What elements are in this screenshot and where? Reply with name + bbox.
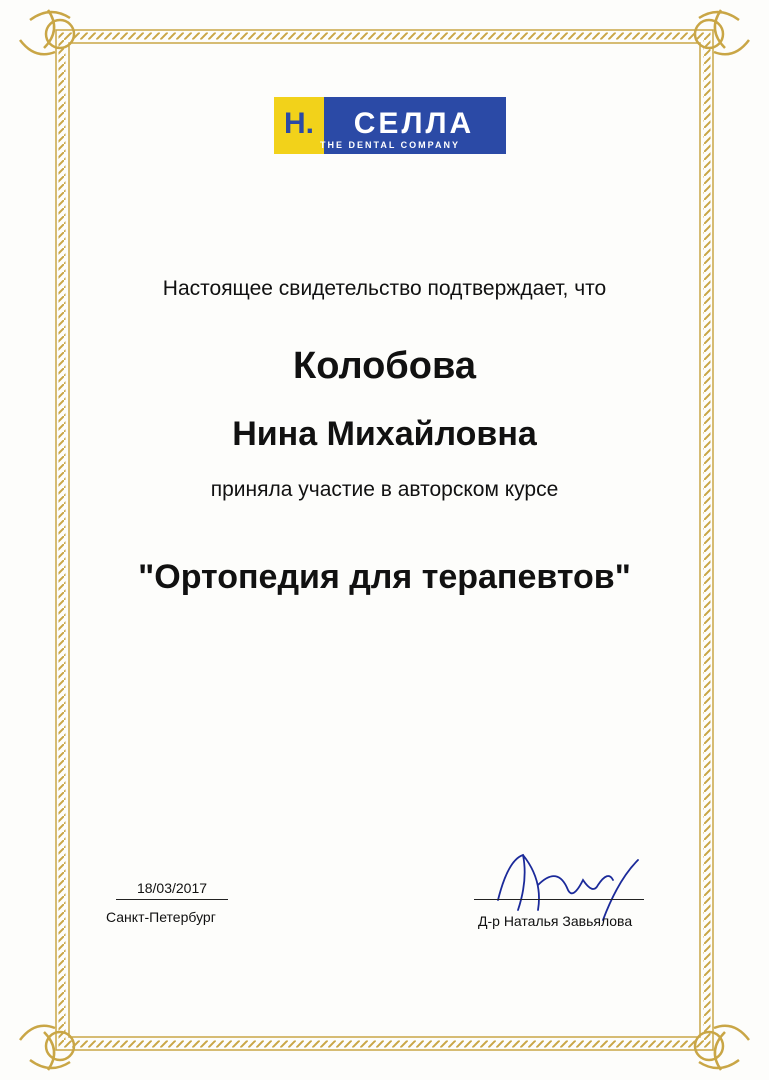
issue-date: 18/03/2017 bbox=[116, 880, 228, 900]
company-logo bbox=[274, 97, 506, 154]
recipient-given-names: Нина Михайловна bbox=[232, 415, 537, 453]
corner-ornament-bottom-left bbox=[20, 1026, 74, 1070]
recipient-surname: Колобова bbox=[293, 345, 476, 387]
corner-ornament-top-left bbox=[20, 10, 74, 54]
corner-ornament-top-right bbox=[695, 10, 749, 54]
logo-tagline: THE DENTAL COMPANY bbox=[319, 140, 461, 150]
participation-text: приняла участие в авторском курсе bbox=[210, 478, 559, 501]
signature-line bbox=[474, 899, 644, 900]
course-title: "Ортопедия для терапевтов" bbox=[138, 558, 631, 596]
signatory-name: Д-р Наталья Завьялова bbox=[478, 913, 633, 929]
issue-city: Санкт-Петербург bbox=[106, 909, 216, 925]
logo-mark: H. bbox=[284, 107, 314, 140]
corner-ornament-bottom-right bbox=[695, 1026, 749, 1070]
logo-name: СЕЛЛА bbox=[353, 107, 475, 140]
certificate-intro: Настоящее свидетельство подтверждает, что bbox=[162, 277, 607, 300]
